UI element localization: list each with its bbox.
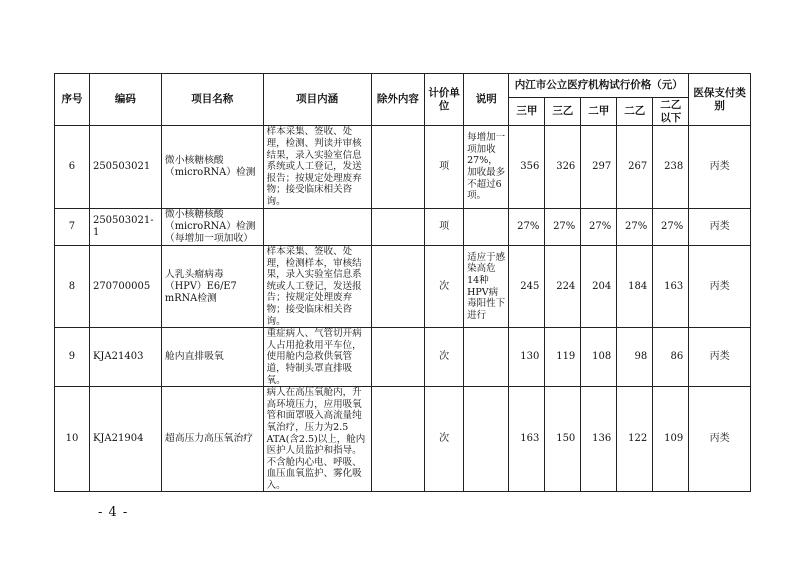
cell-exclusion [371,387,424,492]
cell-name [161,246,263,328]
header-price-sanyi: 三乙 [545,98,581,126]
header-exclusion: 除外内容 [371,74,424,126]
item-note: 适应于感染高危14种HPV病毒阳性下进行 [467,251,506,321]
header-note: 说明 [464,74,509,126]
cell-note [464,209,509,246]
cell-name [161,209,263,246]
header-unit: 计价单位 [425,74,464,126]
cell-price: 119 [545,328,581,387]
item-name: 舱内直排吸氧 [164,351,224,363]
cell-seq: 8 [55,246,90,328]
cell-price: 163 [509,387,545,492]
cell-price: 27% [509,209,545,246]
cell-price: 245 [509,246,545,328]
cell-insurance: 丙类 [689,209,751,246]
cell-exclusion [371,328,424,387]
cell-unit: 项 [425,209,464,246]
cell-code: 250503021 [89,126,161,209]
table-row [55,246,751,328]
cell-insurance: 丙类 [689,126,751,209]
cell-name [161,328,263,387]
cell-code: 250503021-1 [89,209,161,246]
cell-price: 238 [653,126,689,209]
item-name: 人乳头瘤病毒（HPV）E6/E7 mRNA检测 [164,268,237,304]
cell-price: 27% [617,209,653,246]
cell-price: 204 [581,246,617,328]
cell-exclusion [371,126,424,209]
cell-seq: 10 [55,387,90,492]
cell-price: 267 [617,126,653,209]
cell-price: 136 [581,387,617,492]
header-insurance: 医保支付类别 [689,74,751,126]
price-table [54,73,751,492]
table-row [55,126,751,209]
cell-price: 297 [581,126,617,209]
cell-note [464,246,509,328]
cell-content [263,328,371,387]
cell-price: 27% [581,209,617,246]
header-code: 编码 [89,74,161,126]
cell-content [263,246,371,328]
item-name: 微小核糖核酸（microRNA）检测 [164,155,256,178]
item-content: 重症病人、气管切开病人占用抢救用平车位，使用舱内急救供氧管道，特制头罩直排吸氧。 [266,328,362,386]
header-price-eryi: 二乙 [617,98,653,126]
header-price-erjia: 二甲 [581,98,617,126]
cell-price: 122 [617,387,653,492]
cell-note [464,387,509,492]
page-number: - 4 - [98,505,129,520]
cell-price: 27% [653,209,689,246]
cell-code: KJA21403 [89,328,161,387]
cell-seq: 7 [55,209,90,246]
header-name: 项目名称 [161,74,263,126]
item-content: 样本采集、签收、处理，检测、判读并审核结果，录入实验室信息系统或人工登记，发送报告；按规定处理废弃物；接受临床相关咨询。 [266,126,362,207]
item-content: 病人在高压氧舱内，升高环境压力，应用吸氧管和面罩吸入高流量纯氧治疗，压力为2.5 ATA(含2.5)以上，舱内医护人员监护和指导。不含舱内心电、呼吸、血压血氧监护、雾化吸入。 [266,387,366,491]
cell-unit: 次 [425,387,464,492]
item-note: 每增加一项加收27%，加收最多不超过6项。 [467,132,506,202]
cell-price: 326 [545,126,581,209]
header-price-group: 内江市公立医疗机构试行价格（元） [509,74,689,98]
header-content: 项目内涵 [263,74,371,126]
item-content: 样本采集、签收、处理，检测样本，审核结果，录入实验室信息系统或人工登记，发送报告；按规定处理废弃物；接受临床相关咨询。 [266,246,362,327]
header-price-sanjia: 三甲 [509,98,545,126]
cell-content [263,209,371,246]
cell-exclusion [371,246,424,328]
table-row [55,387,751,492]
cell-price: 224 [545,246,581,328]
cell-exclusion [371,209,424,246]
cell-unit: 项 [425,126,464,209]
cell-name [161,387,263,492]
cell-price: 27% [545,209,581,246]
cell-code: KJA21904 [89,387,161,492]
table-row [55,209,751,246]
item-name: 微小核糖核酸（microRNA）检测（每增加一项加收） [164,209,256,244]
cell-unit: 次 [425,246,464,328]
cell-price: 163 [653,246,689,328]
header-price-eryi-below: 二乙以下 [653,98,689,126]
cell-insurance: 丙类 [689,246,751,328]
cell-unit: 次 [425,328,464,387]
table-row [55,328,751,387]
cell-content [263,126,371,209]
cell-seq: 6 [55,126,90,209]
cell-price: 98 [617,328,653,387]
cell-code: 270700005 [89,246,161,328]
cell-price: 356 [509,126,545,209]
cell-note [464,328,509,387]
cell-price: 130 [509,328,545,387]
cell-seq: 9 [55,328,90,387]
cell-name [161,126,263,209]
header-seq: 序号 [55,74,90,126]
cell-note [464,126,509,209]
cell-content [263,387,371,492]
cell-price: 108 [581,328,617,387]
cell-price: 86 [653,328,689,387]
item-name: 超高压力高压氧治疗 [164,433,254,445]
cell-insurance: 丙类 [689,387,751,492]
cell-price: 109 [653,387,689,492]
cell-price: 150 [545,387,581,492]
cell-insurance: 丙类 [689,328,751,387]
cell-price: 184 [617,246,653,328]
